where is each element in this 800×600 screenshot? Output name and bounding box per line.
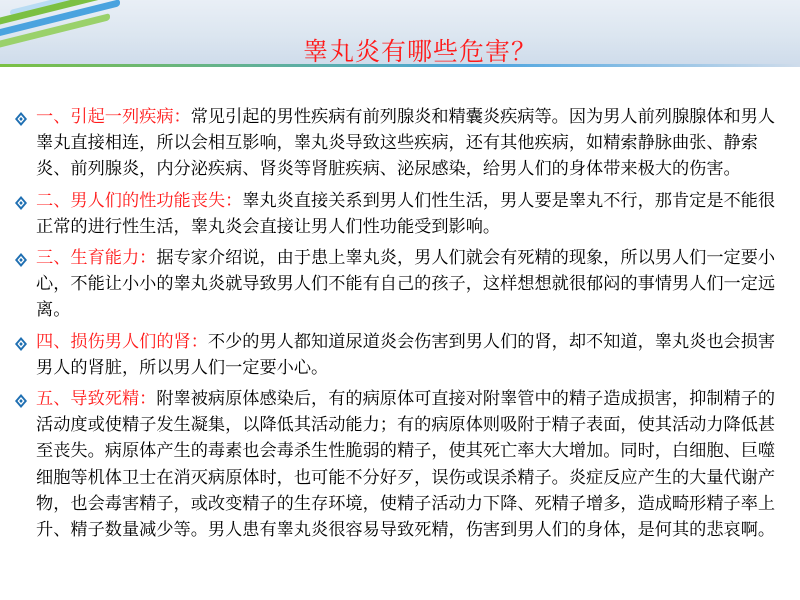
bullet-heading: 五、导致死精： (36, 389, 157, 410)
diamond-bullet-icon (14, 109, 28, 125)
bullet-text: 附睾被病原体感染后，有的病原体可直接对附睾管中的精子造成损害，抑制精子的活动度或使精子发生凝集，以降低其活动能力；有的病原体则吸附于精子表面，使其活动力降低甚至丧失。病原体产生的毒素也会毒杀生性脆弱的精子，使其死亡率大大增加。同时，白细胞、巨噬细胞等机体卫士在消灭病原体时，也可能不分好歹，误伤或误杀精子。炎症反应产生的大量代谢产物，也会毒害精子，或改变精子的生存环境，使精子活动力下降、死精子增多，造成畸形精子率上升、精子数量减少等。男人患有睾丸炎很容易导致死精，伤害到男人们的身体，是何其的悲哀啊。 (36, 389, 776, 541)
bullet-text: 常见引起的男性疾病有前列腺炎和精囊炎疾病等。因为男人前列腺腺体和男人睾丸直接相连，所以会相互影响，睾丸炎导致这些疾病，还有其他疾病，如精索静脉曲张、静索炎、前列腺炎，内分泌疾病、肾炎等肾脏疾病、泌尿感染，给男人们的身体带来极大的伤害。 (36, 107, 776, 180)
bullet-heading: 四、损伤男人们的肾： (36, 331, 208, 352)
bullet-item (14, 386, 790, 543)
bullet-item (14, 104, 790, 183)
slide-title: 睾丸炎有哪些危害？ (302, 37, 537, 66)
diamond-bullet-icon (14, 193, 28, 209)
bullet-heading: 二、男人们的性功能丧失： (36, 190, 243, 211)
bullet-text: 据专家介绍说，由于患上睾丸炎，男人们就会有死精的现象，所以男人们一定要小心，不能让小小的睾丸炎就导致男人们不能有自己的孩子，这样想想就很郁闷的事情男人们一定远离。 (36, 248, 776, 321)
bullet-item (14, 245, 790, 324)
diamond-bullet-icon (14, 250, 28, 266)
bullet-text: 不少的男人都知道尿道炎会伤害到男人们的肾，却不知道，睾丸炎也会损害男人的肾脏，所以男人们一定要小心。 (36, 331, 776, 378)
bullet-item (14, 329, 790, 381)
bullet-item (14, 188, 790, 240)
bullet-text: 睾丸炎直接关系到男人们性生活，男人要是睾丸不行，那肯定是不能很正常的进行性生活，睾丸炎会直接让男人们性功能受到影响。 (36, 190, 776, 237)
bullet-heading: 三、生育能力： (36, 248, 157, 269)
bullet-heading: 一、引起一列疾病： (36, 107, 191, 127)
bullet-list (14, 104, 790, 548)
diamond-bullet-icon (14, 334, 28, 350)
diamond-bullet-icon (14, 391, 28, 407)
